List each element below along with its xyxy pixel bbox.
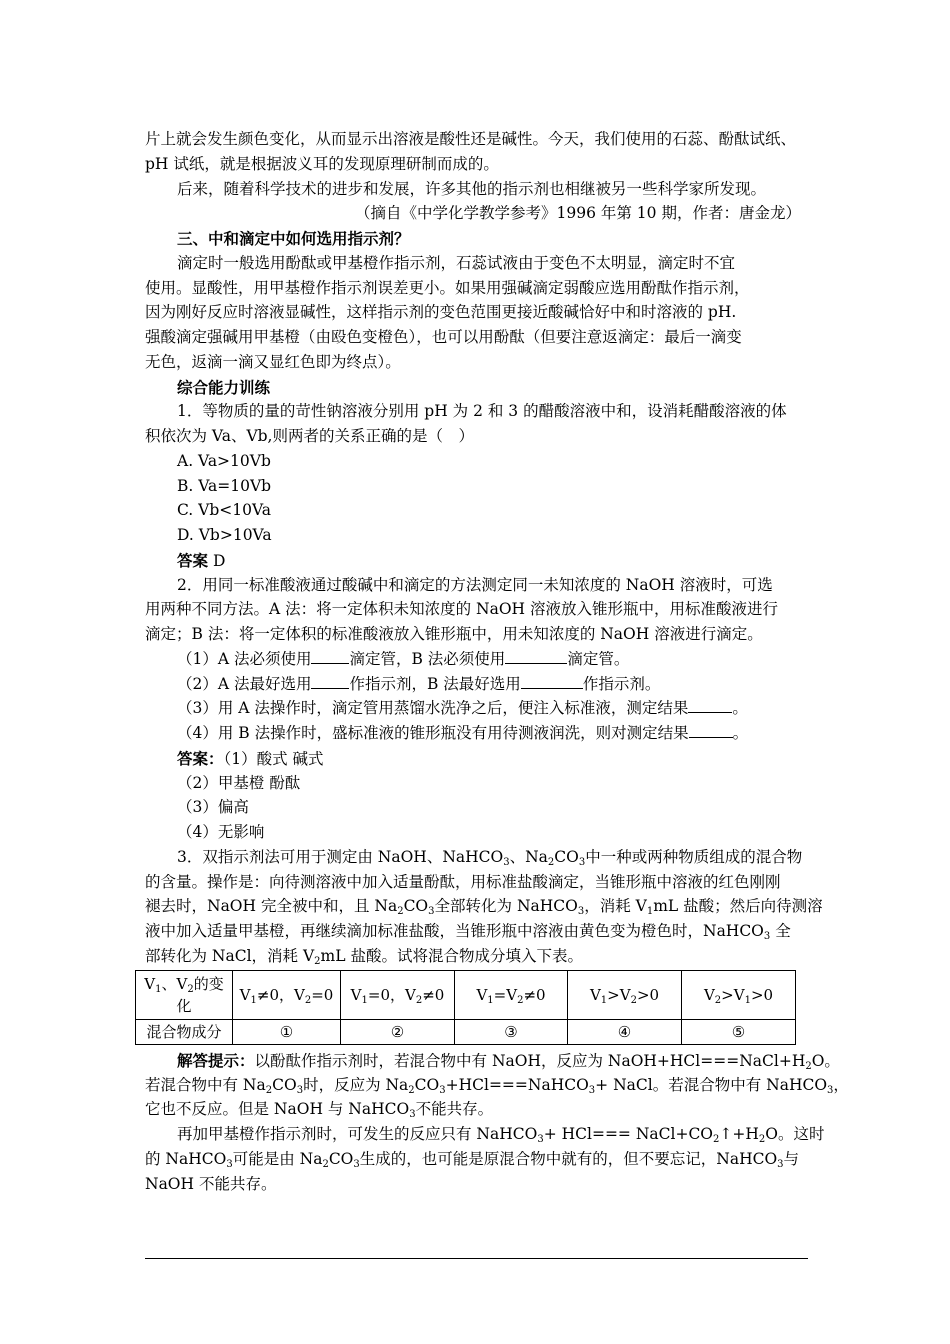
option-d: D. Vb>10Va: [177, 526, 272, 544]
text-line: 强酸滴定强碱用甲基橙（由殴色变橙色），也可以用酚酞（但要注意返滴定：最后一滴变: [145, 328, 742, 346]
table-cell: ①: [233, 1020, 341, 1045]
sub-question-3: （3）用 A 法操作时，滴定管用蒸馏水洗净之后，便注入标准液，测定结果 。: [177, 696, 748, 721]
answer-label: 答案: [177, 551, 209, 570]
text-line: 后来，随着科学技术的进步和发展，许多其他的指示剂也相继被另一些科学家所发现。: [177, 180, 767, 198]
table-header-cell: $V_1$、$V_2$的变 化: [136, 971, 233, 1020]
footer-divider: [145, 1258, 808, 1259]
table-cell: ②: [341, 1020, 455, 1045]
answer-1: [177, 548, 225, 574]
question-3-cont: 的含量。操作是：向待测溶液中加入适量酚酞，用标准盐酸滴定，当锥形瓶中溶液的红色刚刚: [145, 873, 781, 891]
table-header-cell: $V_1=0$，$V_2\ne 0$: [341, 971, 455, 1020]
answer-value: D: [208, 552, 226, 570]
text-line: 使用。显酸性，用甲基橙作指示剂误差更小。如果用强碱滴定弱酸应选用酚酞作指示剂，: [145, 279, 750, 297]
answer-2-item: （2）甲基橙 酚酞: [177, 774, 301, 792]
answer-blank: [311, 672, 349, 689]
hint-label: 解答提示：: [177, 1051, 255, 1070]
hint-line: 若混合物中有 $Na_2CO_3$时，反应为 $Na_2CO_3+HCl===NaHCO_3+$ NaCl。若混合物中有 NaHCO$_3$，: [145, 1076, 849, 1096]
table-header-cell: $V_1>V_2>0$: [568, 971, 682, 1020]
table-header-cell: $V_2>V_1>0$: [682, 971, 796, 1020]
text-line: 因为刚好反应时溶液显碱性，这样指示剂的变色范围更接近酸碱恰好中和时溶液的 pH.: [145, 303, 737, 321]
sub-question-1: （1）A 法必须使用 滴定管，B 法必须使用 滴定管。: [177, 647, 629, 672]
answer-2-item: （4）无影响: [177, 823, 265, 841]
question-2: 2．用同一标准酸液通过酸碱中和滴定的方法测定同一未知浓度的 NaOH 溶液时，可选: [177, 576, 773, 594]
table-cell: ③: [455, 1020, 568, 1045]
table-row: [136, 971, 796, 1020]
hint-line: NaOH 不能共存。: [145, 1175, 277, 1193]
mixture-table: [135, 970, 796, 1045]
section-heading: 综合能力训练: [177, 378, 271, 397]
answer-blank: [521, 672, 583, 689]
hint-line: 它也不反应。但是 NaOH 与 NaHCO$_3$不能共存。: [145, 1100, 494, 1120]
table-cell: ⑤: [682, 1020, 796, 1045]
table-cell: ④: [568, 1020, 682, 1045]
question-2-cont: 用两种不同方法。A 法：将一定体积未知浓度的 NaOH 溶液放入锥形瓶中，用标准酸液进行: [145, 600, 779, 618]
option-c: C. Vb<10Va: [177, 501, 271, 519]
answer-blank: [311, 647, 349, 664]
table-header-cell: $V_1\ne 0$，$V_2=0$: [233, 971, 341, 1020]
hint-line: 的 NaHCO$_3$可能是由 $Na_2CO_3$生成的，也可能是原混合物中就有的，但不要忘记，NaHCO$_3$与: [145, 1150, 800, 1170]
option-b: B. Va=10Vb: [177, 477, 272, 495]
answer-blank: [688, 696, 732, 713]
text-line: 滴定时一般选用酚酞或甲基橙作指示剂，石蕊试液由于变色不太明显，滴定时不宜: [177, 254, 736, 272]
answer-2: 答案：（1）酸式 碱式: [177, 749, 324, 768]
question-1-cont: 积依次为 Va、Vb,则两者的关系正确的是（ ）: [145, 427, 474, 445]
answer-blank: [689, 721, 733, 738]
question-3-cont: 褪去时，NaOH 完全被中和，且 $Na_2CO_3$全部转化为 NaHCO$_3$，消耗 $V_1mL$ 盐酸；然后向待测溶: [145, 897, 823, 917]
section-heading: 三、中和滴定中如何选用指示剂？: [177, 229, 410, 248]
question-3: 3．双指示剂法可用于测定由 NaOH、NaHCO$_3$、$Na_2CO_3$中一种或两种物质组成的混合物: [177, 848, 803, 868]
text-line: 无色，返滴一滴又显红色即为终点）。: [145, 353, 401, 371]
table-row: [136, 1020, 796, 1045]
question-1: 1．等物质的量的苛性钠溶液分别用 pH 为 2 和 3 的醋酸溶液中和，设消耗醋酸溶液的体: [177, 402, 787, 420]
answer-blank: [505, 647, 567, 664]
question-3-cont: 部转化为 NaCl，消耗 $V_2mL$ 盐酸。试将混合物成分填入下表。: [145, 947, 583, 967]
hint-line: 解答提示：以酚酞作指示剂时，若混合物中有 NaOH，反应为 $NaOH+HCl===NaCl+H_2O$。: [177, 1051, 840, 1072]
question-3-cont: 液中加入适量甲基橙，再继续滴加标准盐酸，当锥形瓶中溶液由黄色变为橙色时，NaHCO$_3$ 全: [145, 922, 791, 942]
answer-label: 答案：: [177, 749, 224, 768]
table-header-cell: $V_1=V_2\ne 0$: [455, 971, 568, 1020]
table-cell: 混合物成分: [136, 1020, 233, 1045]
sub-question-4: （4）用 B 法操作时，盛标准液的锥形瓶没有用待测液润洗，则对测定结果 。: [177, 721, 748, 746]
answer-2-item: （3）偏高: [177, 798, 249, 816]
question-2-cont: 滴定；B 法：将一定体积的标准酸液放入锥形瓶中，用未知浓度的 NaOH 溶液进行滴定。: [145, 625, 763, 643]
hint-line: 再加甲基橙作指示剂时，可发生的反应只有 NaHCO$_3$+ $HCl=== NaCl+CO_2↑+H_2O$。这时: [177, 1125, 825, 1145]
sub-question-2: （2）A 法最好选用 作指示剂，B 法最好选用 作指示剂。: [177, 672, 660, 697]
text-line: 片上就会发生颜色变化，从而显示出溶液是酸性还是碱性。今天，我们使用的石蕊、酚酞试纸、: [145, 130, 797, 148]
option-a: A. Va>10Vb: [177, 452, 271, 470]
text-line: pH 试纸，就是根据波义耳的发现原理研制而成的。: [145, 155, 499, 173]
citation: （摘自《中学化学教学参考》1996 年第 10 期，作者：唐金龙）: [355, 204, 801, 222]
